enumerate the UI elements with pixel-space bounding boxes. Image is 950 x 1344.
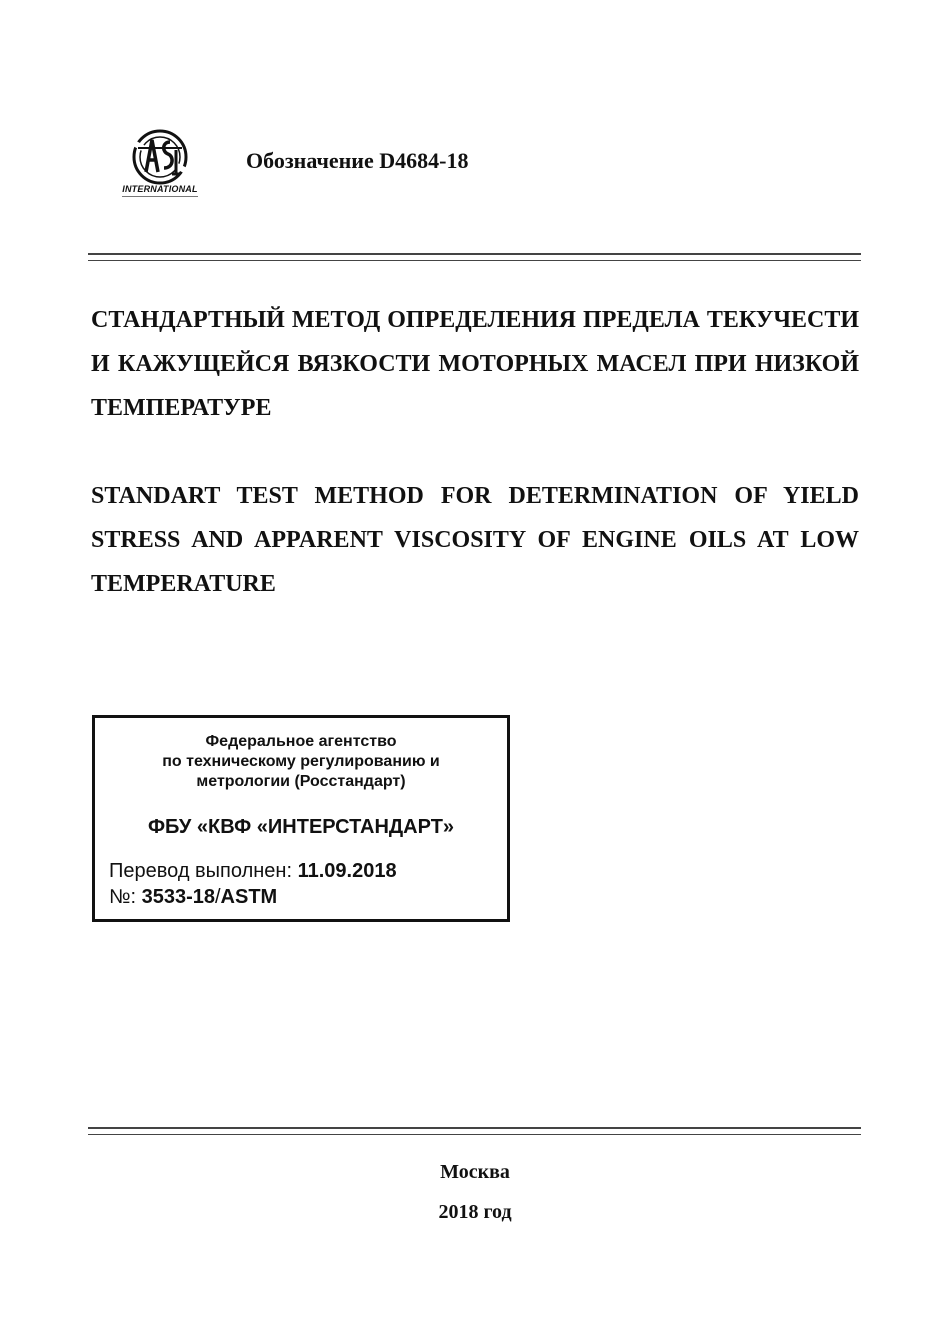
stamp-number-separator: / [214,886,221,908]
astm-emblem-icon [118,128,202,186]
stamp-number-label: №: [109,886,142,908]
stamp-translated-line [109,860,397,883]
logo-caption: INTERNATIONAL [122,184,198,194]
footer-year: 2018 год [438,1201,512,1223]
stamp-organization: ФБУ «КВФ «ИНТЕРСТАНДАРТ» [147,816,455,838]
stamp-number-value: 3533-18 [141,886,215,908]
stamp-agency: Федеральное агентство по техническому регулированию и метрологии (Росстандарт) [162,733,440,790]
stamp-translated-date: 11.09.2018 [297,860,397,882]
stamp-number-line [109,886,277,909]
translation-stamp [92,715,510,922]
title-russian: СТАНДАРТНЫЙ МЕТОД ОПРЕДЕЛЕНИЯ ПРЕДЕЛА ТЕКУЧЕСТИ И КАЖУЩЕЙСЯ ВЯЗКОСТИ МОТОРНЫХ МАСЕЛ ПРИ НИЗКОЙ ТЕМПЕРАТУРЕ [91,307,859,421]
top-divider [88,253,861,261]
astm-logo [118,128,202,202]
stamp-translated-label: Перевод выполнен: [109,860,298,882]
logo-underline [122,196,198,199]
standard-designation: Обозначение D4684-18 [246,148,469,173]
title-english: STANDART TEST METHOD FOR DETERMINATION OF YIELD STRESS AND APPARENT VISCOSITY OF ENGINE OILS AT LOW TEMPERATURE [91,483,859,597]
stamp-number-suffix: ASTM [220,886,278,908]
footer-city: Москва [440,1161,510,1183]
bottom-divider [88,1127,861,1135]
